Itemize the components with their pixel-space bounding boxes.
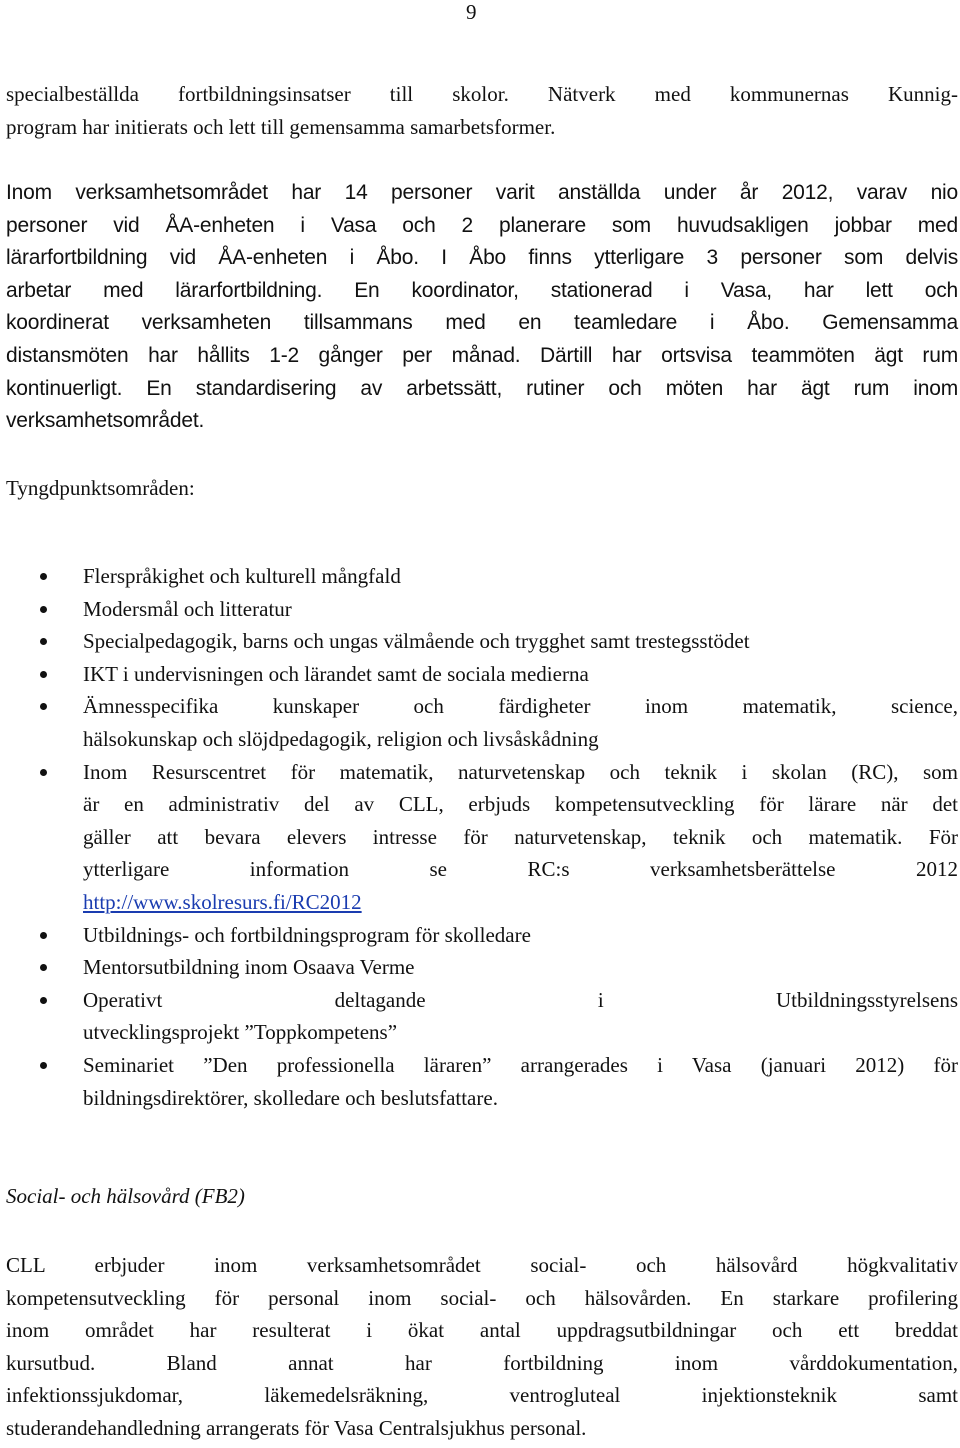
list-item <box>0 658 958 691</box>
list-item-text: bildningsdirektörer, skolledare och beslutsfattare. <box>83 1085 498 1110</box>
bullet-icon <box>40 769 47 776</box>
bullet-icon <box>40 1062 47 1069</box>
list-item-text: Seminariet ”Den professionella läraren” arrangerades i Vasa (januari 2012) för <box>83 1052 958 1077</box>
list-item <box>0 690 958 755</box>
bullet-icon <box>40 932 47 939</box>
list-item-text: Mentorsutbildning inom Osaava Verme <box>83 955 415 980</box>
bullet-icon <box>40 671 47 678</box>
list-item-text: utvecklingsprojekt ”Toppkompetens” <box>83 1020 398 1045</box>
text-line: specialbeställda fortbildningsinsatser till skolor. Nätverk med kommunernas Kunnig- <box>6 82 958 106</box>
bullet-icon <box>40 606 47 613</box>
list-item-text: Specialpedagogik, barns och ungas välmående och trygghet samt trestegsstödet <box>83 629 750 654</box>
focus-areas-heading: Tyngdpunktsområden: <box>6 476 195 500</box>
link-line <box>83 886 958 919</box>
section-heading: Social- och hälsovård (FB2) <box>6 1184 245 1208</box>
list-item-text: Utbildnings- och fortbildningsprogram för skolledare <box>83 922 531 947</box>
text-line: koordinerat verksamheten tillsammans med en teamledare i Åbo. Gemensamma <box>6 311 958 335</box>
text-line: program har initierats och lett till gemensamma samarbetsformer. <box>6 114 556 139</box>
list-item <box>0 919 958 952</box>
text-line: CLL erbjuder inom verksamhetsområdet social- och hälsovård högkvalitativ <box>6 1253 958 1277</box>
list-item-text: Inom Resurscentret för matematik, naturvetenskap och teknik i skolan (RC), som <box>83 759 958 784</box>
list-item-text: Ämnesspecifika kunskaper och färdigheter inom matematik, science, <box>83 694 958 719</box>
text-line: kontinuerligt. En standardisering av arbetssätt, rutiner och möten har ägt rum inom <box>6 376 958 400</box>
text-line: Inom verksamhetsområdet har 14 personer varit anställda under år 2012, varav nio <box>6 181 958 204</box>
text-line: kompetensutveckling för personal inom social- och hälsovården. En starkare profilering <box>6 1285 958 1310</box>
bullet-icon <box>40 997 47 1004</box>
list-item <box>0 984 958 1049</box>
bullet-icon <box>40 964 47 971</box>
text-line: infektionssjukdomar, läkemedelsräkning, ventrogluteal injektionsteknik samt <box>6 1383 958 1408</box>
text-line: personer vid ÅA-enheten i Vasa och 2 planerare som huvudsakligen jobbar med <box>6 213 958 237</box>
list-item <box>0 560 958 593</box>
list-item-text: Operativt deltagande i Utbildningsstyrelsens <box>83 987 958 1012</box>
text-line: kursutbud. Bland annat har fortbildning inom vårddokumentation, <box>6 1350 958 1375</box>
focus-areas-list <box>0 560 958 1114</box>
list-item-text: IKT i undervisningen och lärandet samt de sociala medierna <box>83 661 589 686</box>
list-item <box>0 593 958 626</box>
page-number: 9 <box>466 0 477 24</box>
text-line: verksamhetsområdet. <box>6 409 205 433</box>
list-item-text: gäller att bevara elevers intresse för naturvetenskap, teknik och matematik. För <box>83 824 958 849</box>
rc-report-link[interactable]: http://www.skolresurs.fi/RC2012 <box>83 889 362 914</box>
list-item-text: hälsokunskap och slöjdpedagogik, religion och livsåskådning <box>83 726 599 751</box>
bullet-icon <box>40 573 47 580</box>
staff-paragraph <box>6 177 958 438</box>
list-item <box>0 951 958 984</box>
bullet-icon <box>40 703 47 710</box>
health-care-paragraph <box>6 1249 958 1445</box>
text-line: lärarfortbildning vid ÅA-enheten i Åbo. I Åbo finns ytterligare 3 personer som delvis <box>6 246 958 270</box>
list-item <box>0 625 958 658</box>
text-line: inom området har resulterat i ökat antal uppdragsutbildningar och ett breddat <box>6 1318 958 1343</box>
intro-paragraph <box>6 78 958 143</box>
list-item-text: Flerspråkighet och kulturell mångfald <box>83 564 401 588</box>
text-line: arbetar med lärarfortbildning. En koordinator, stationerad i Vasa, har lett och <box>6 278 958 302</box>
list-item-text: ytterligare information se RC:s verksamhetsberättelse 2012 <box>83 857 958 882</box>
list-item-text: Modersmål och litteratur <box>83 596 292 621</box>
list-item-text: är en administrativ del av CLL, erbjuds kompetensutveckling för lärare när det <box>83 792 958 817</box>
list-item <box>0 1049 958 1114</box>
list-item <box>0 756 958 919</box>
text-line: distansmöten har hållits 1-2 gånger per månad. Därtill har ortsvisa teammöten ägt rum <box>6 343 958 367</box>
bullet-icon <box>40 638 47 645</box>
text-line: studerandehandledning arrangerats för Vasa Centralsjukhus personal. <box>6 1415 587 1440</box>
